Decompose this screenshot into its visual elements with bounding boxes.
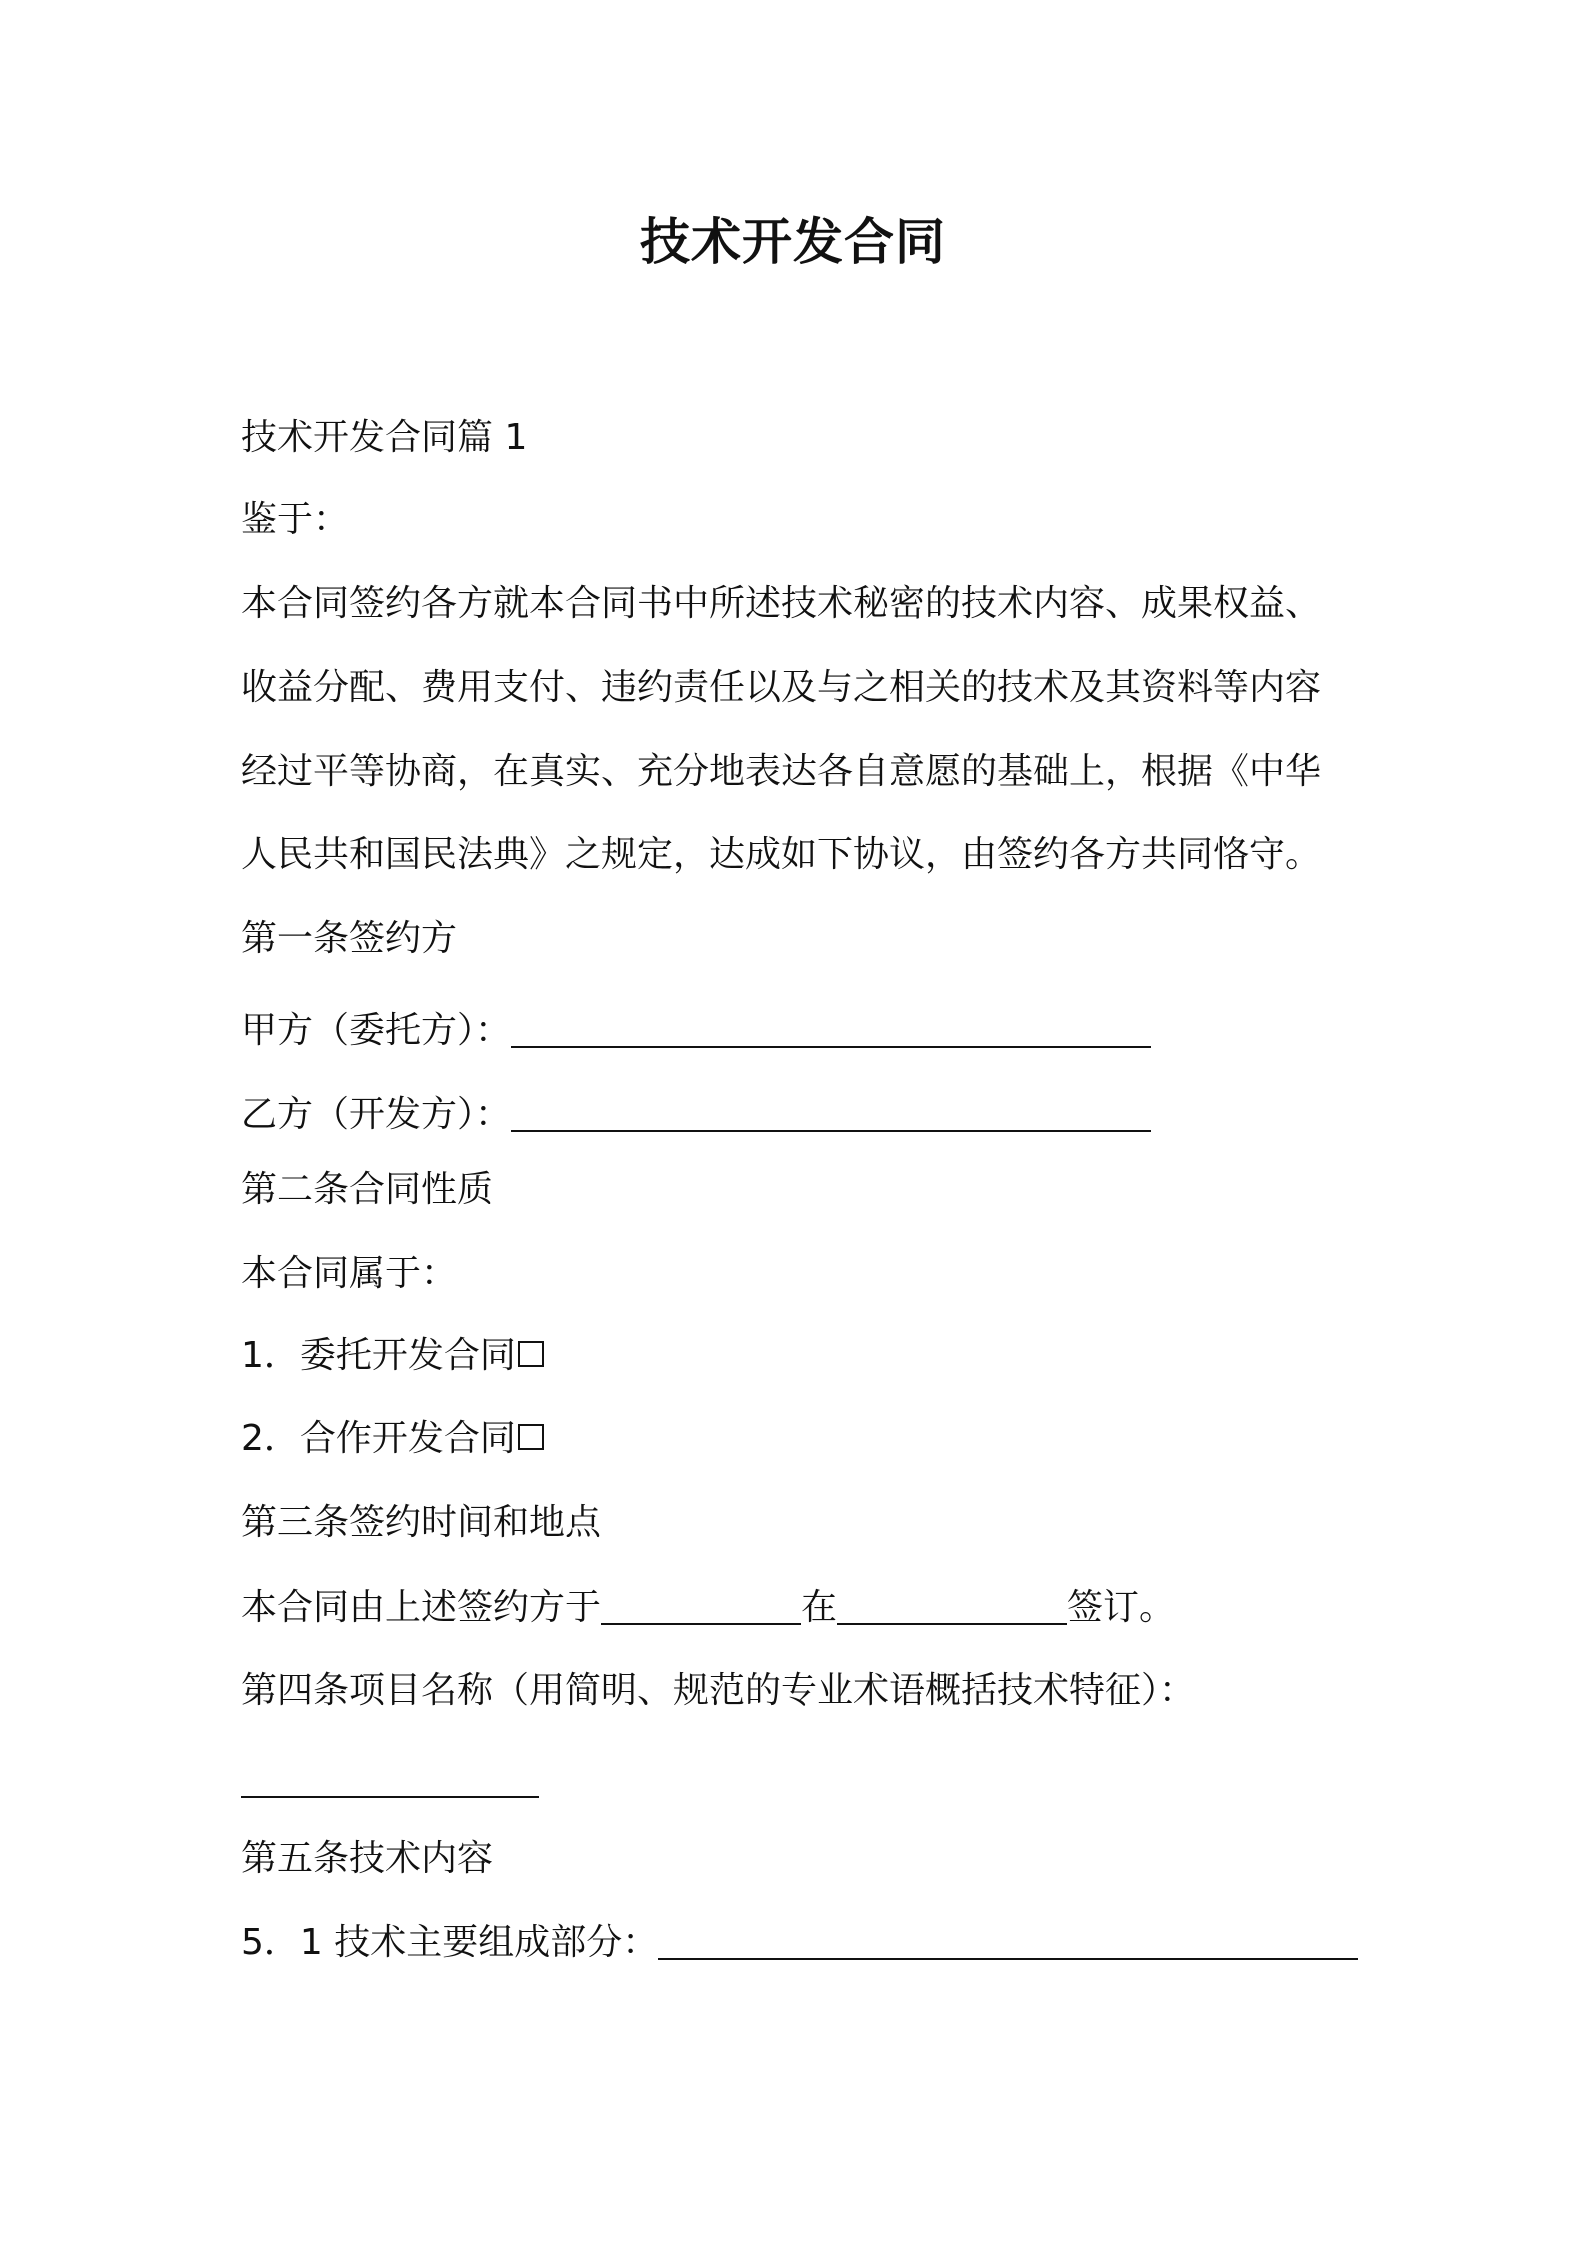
option-1-label: 1．委托开发合同 xyxy=(241,1335,516,1376)
item-5-1-row xyxy=(241,1918,1358,1967)
party-a-blank[interactable] xyxy=(511,1012,1151,1048)
signing-date-blank[interactable] xyxy=(601,1589,801,1625)
preamble-line-3: 经过平等协商，在真实、充分地表达各自意愿的基础上，根据《中华 xyxy=(241,751,1322,792)
signing-text-3: 签订。 xyxy=(1067,1587,1176,1628)
option-2-checkbox[interactable] xyxy=(518,1424,544,1450)
clause-3-title: 第三条签约时间和地点 xyxy=(241,1502,602,1543)
signing-row xyxy=(241,1583,1175,1632)
signing-text-1: 本合同由上述签约方于 xyxy=(241,1587,602,1628)
option-2-label: 2．合作开发合同 xyxy=(241,1418,516,1459)
option-1-checkbox[interactable] xyxy=(518,1341,544,1367)
party-b-row xyxy=(241,1090,1151,1139)
signing-text-2: 在 xyxy=(801,1587,838,1628)
party-b-blank[interactable] xyxy=(511,1096,1151,1132)
clause-5-title: 第五条技术内容 xyxy=(241,1838,494,1879)
party-a-label: 甲方（委托方）： xyxy=(241,1010,512,1051)
article-heading: 技术开发合同篇 1 xyxy=(241,417,528,458)
contract-type-intro: 本合同属于： xyxy=(241,1253,458,1294)
preamble-line-1: 本合同签约各方就本合同书中所述技术秘密的技术内容、成果权益、 xyxy=(241,583,1322,624)
clause-4-title: 第四条项目名称（用简明、规范的专业术语概括技术特征）： xyxy=(241,1670,1196,1711)
party-a-row xyxy=(241,1006,1151,1055)
whereas-label: 鉴于： xyxy=(241,499,350,540)
preamble-line-4: 人民共和国民法典》之规定，达成如下协议，由签约各方共同恪守。 xyxy=(241,834,1322,875)
party-b-label: 乙方（开发方）： xyxy=(241,1094,512,1135)
project-name-row xyxy=(241,1756,539,1805)
signing-place-blank[interactable] xyxy=(837,1589,1067,1625)
clause-2-title: 第二条合同性质 xyxy=(241,1169,494,1210)
option-2-row xyxy=(241,1415,544,1463)
clause-1-title: 第一条签约方 xyxy=(241,918,458,959)
preamble-line-2: 收益分配、费用支付、违约责任以及与之相关的技术及其资料等内容 xyxy=(241,667,1322,708)
project-name-blank[interactable] xyxy=(241,1762,539,1798)
option-1-row xyxy=(241,1332,544,1380)
item-5-1-label: 5．1 技术主要组成部分： xyxy=(241,1922,659,1963)
item-5-1-blank[interactable] xyxy=(658,1924,1358,1960)
document-title: 技术开发合同 xyxy=(640,213,946,271)
